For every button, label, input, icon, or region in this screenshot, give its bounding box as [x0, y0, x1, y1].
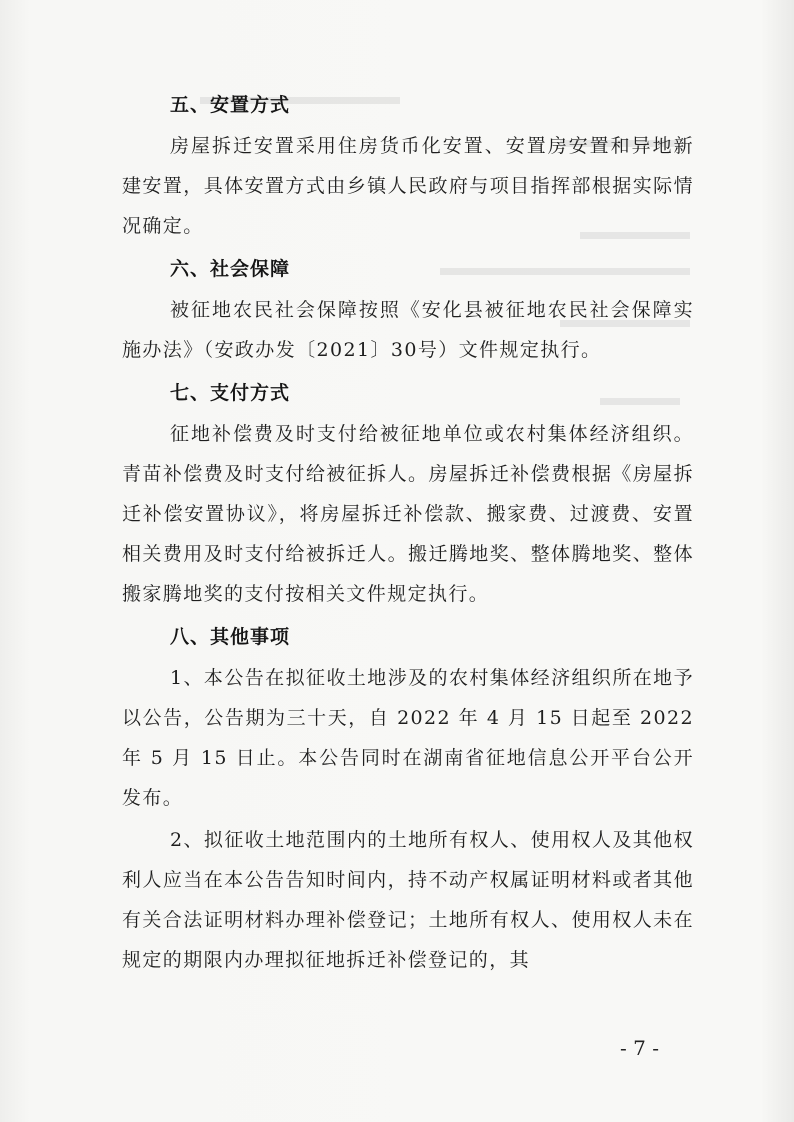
page-number: - 7 -	[620, 1036, 659, 1060]
section-paragraph: 2、拟征收土地范围内的土地所有权人、使用权人及其他权利人应当在本公告告知时间内，持不动产权属证明材料或者其他有关合法证明材料办理补偿登记；土地所有权人、使用权人未在规定的期限内办理拟征地拆迁补偿登记的，其	[122, 829, 694, 971]
section-heading: 五、安置方式	[170, 94, 291, 116]
section-paragraph: 被征地农民社会保障按照《安化县被征地农民社会保障实施办法》（安政办发〔2021〕30号）文件规定执行。	[122, 299, 694, 361]
section-paragraph: 1、本公告在拟征收土地涉及的农村集体经济组织所在地予以公告，公告期为三十天，自 2022 年 4 月 15 日起至 2022 年 5 月 15 日止。本公告同时在湖南省征地信息公开平台公开发布。	[122, 667, 694, 809]
section-paragraph: 征地补偿费及时支付给被征地单位或农村集体经济组织。青苗补偿费及时支付给被征拆人。房屋拆迁补偿费根据《房屋拆迁补偿安置协议》，将房屋拆迁补偿款、搬家费、过渡费、安置相关费用及时支付给被拆迁人。搬迁腾地奖、整体腾地奖、整体搬家腾地奖的支付按相关文件规定执行。	[122, 423, 694, 605]
section-paragraph: 房屋拆迁安置采用住房货币化安置、安置房安置和异地新建安置，具体安置方式由乡镇人民政府与项目指挥部根据实际情况确定。	[122, 135, 694, 237]
section-payment	[122, 372, 694, 614]
section-social-security	[122, 248, 694, 370]
document-body	[122, 84, 694, 980]
section-other-matters	[122, 616, 694, 980]
section-heading: 七、支付方式	[170, 382, 291, 404]
section-resettlement	[122, 84, 694, 246]
section-heading: 八、其他事项	[170, 626, 291, 648]
section-heading: 六、社会保障	[170, 258, 291, 280]
